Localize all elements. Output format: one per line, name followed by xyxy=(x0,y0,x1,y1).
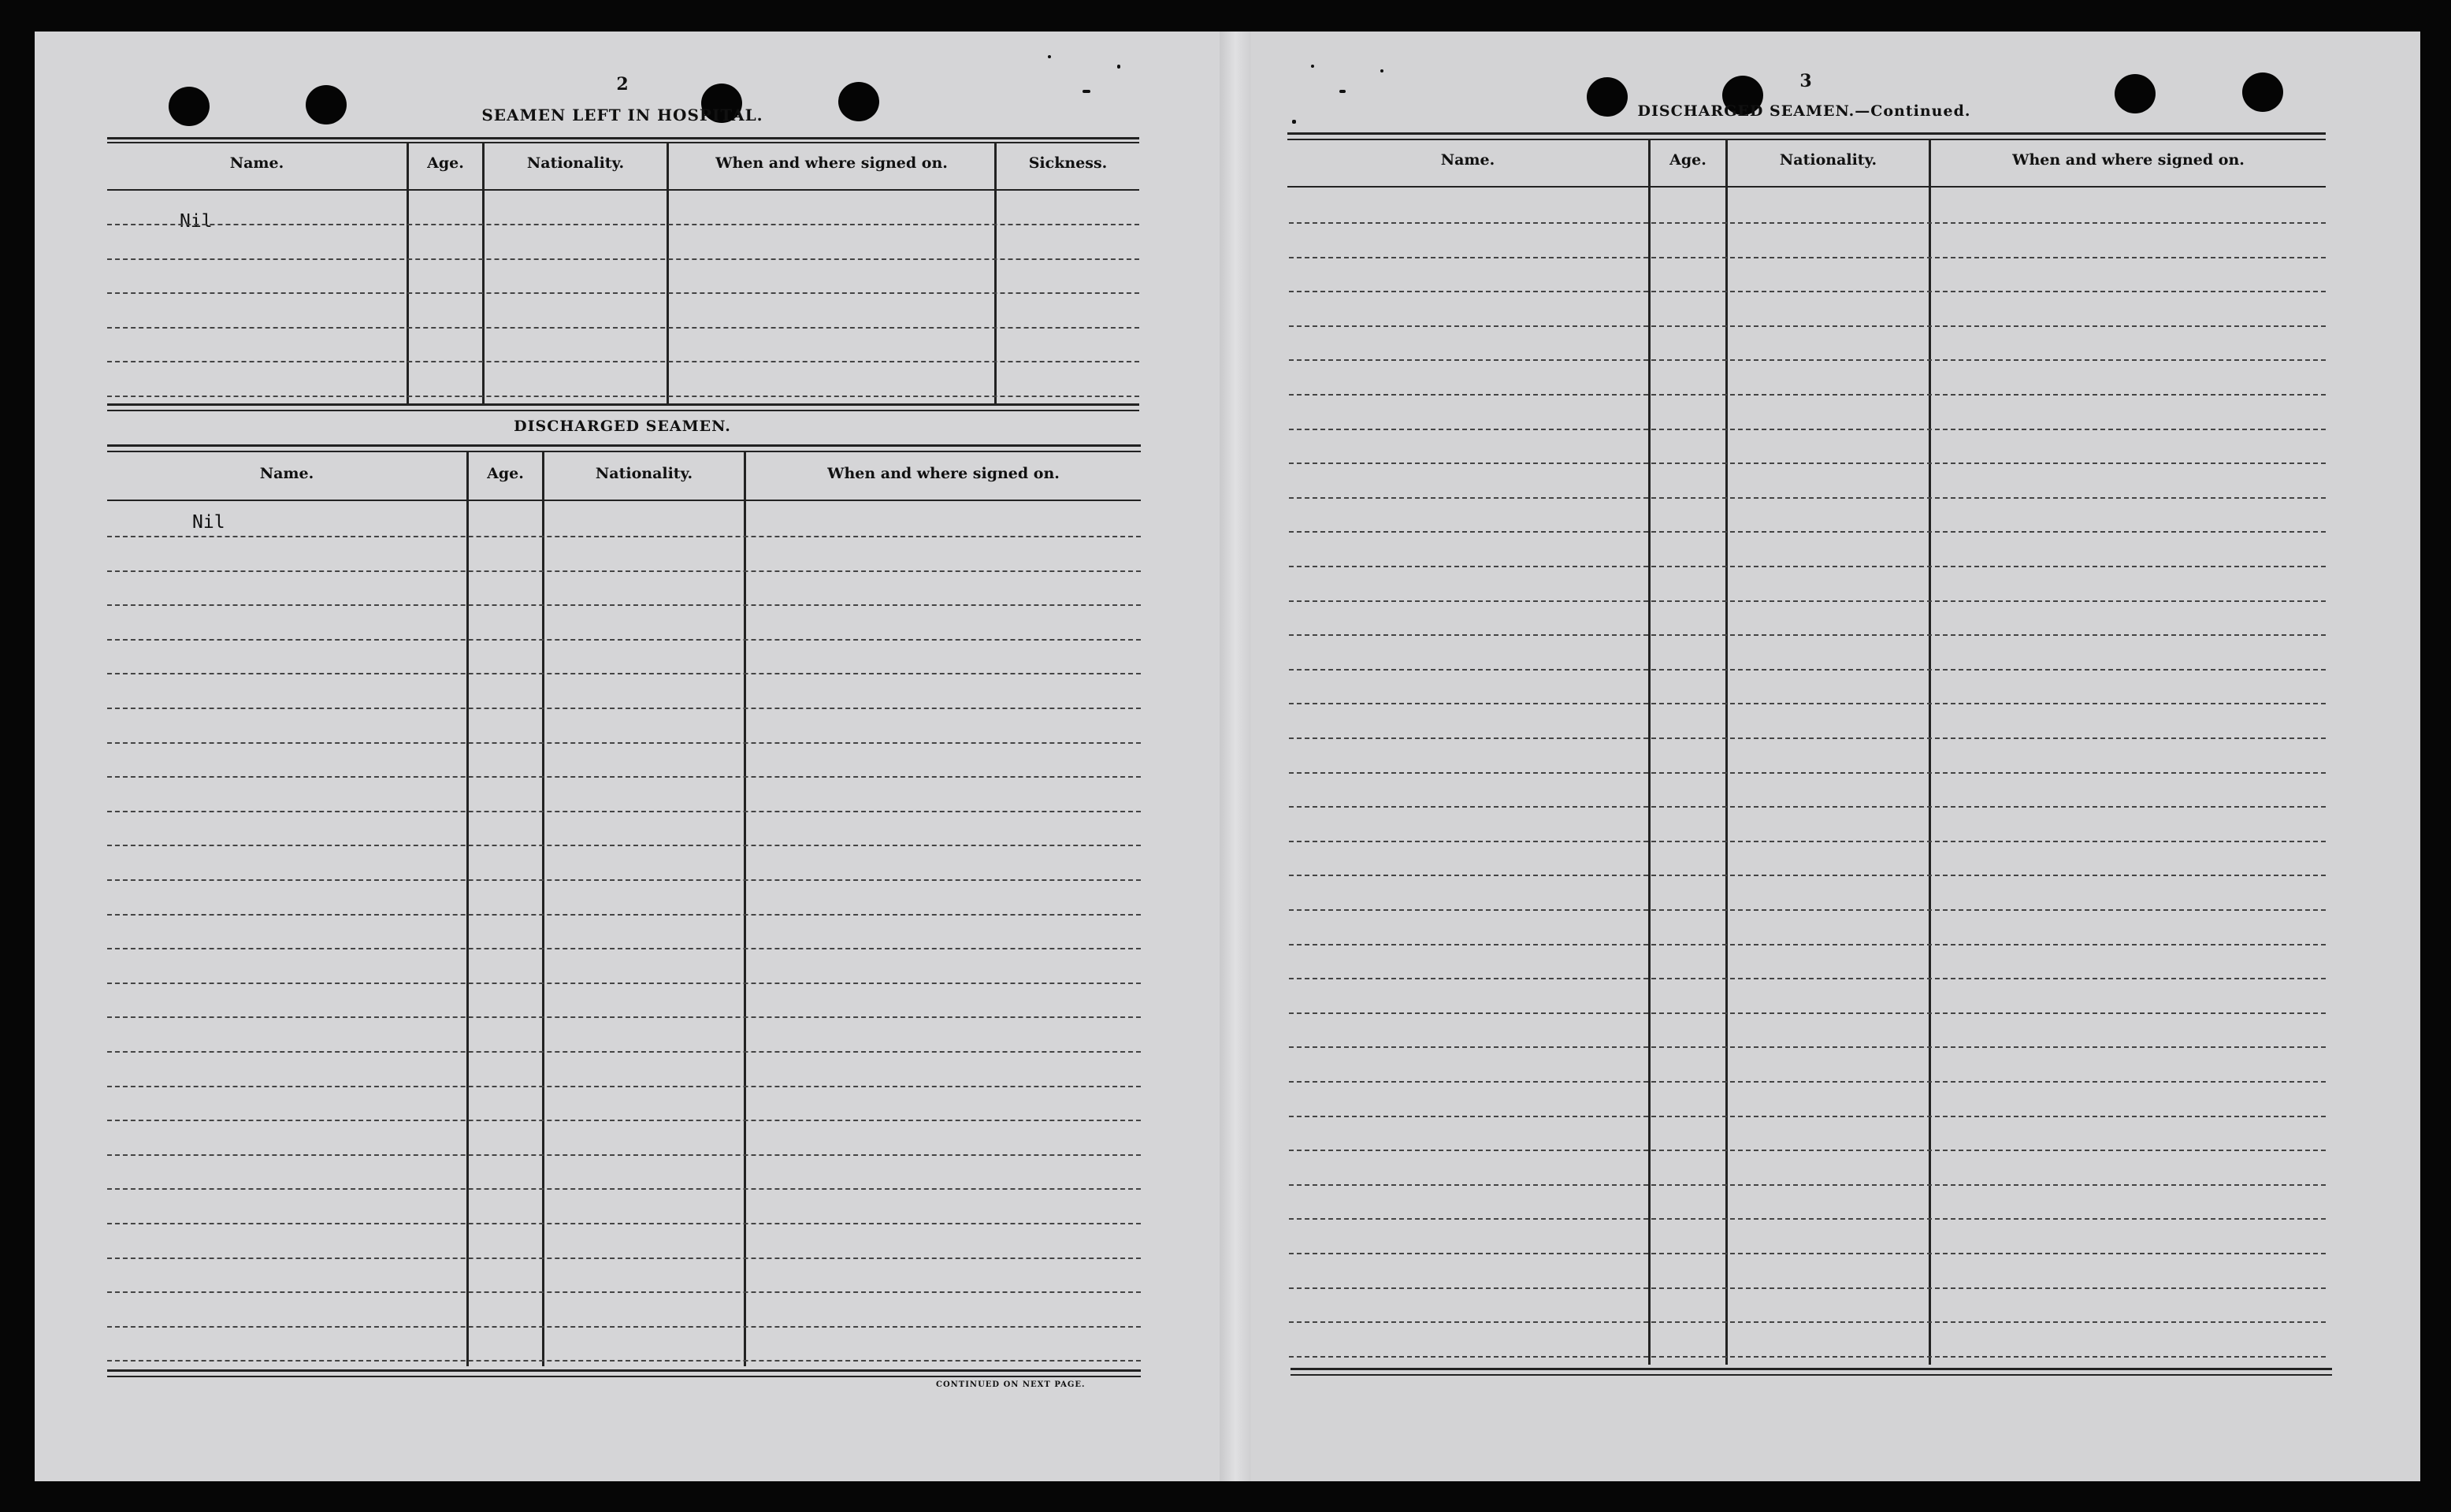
row-line xyxy=(1289,703,2326,704)
hospital-entry: Nil xyxy=(180,211,213,232)
row-line xyxy=(107,1291,1141,1293)
row-line xyxy=(107,811,1141,812)
column-divider xyxy=(466,452,469,1366)
column-header-name: Name. xyxy=(229,154,284,172)
row-line xyxy=(107,536,1141,537)
right-section-title: DISCHARGED SEAMEN.—Continued. xyxy=(1637,102,1971,120)
row-line xyxy=(1289,909,2326,911)
ink-speck xyxy=(1083,90,1090,93)
row-line xyxy=(107,1016,1141,1018)
punch-hole xyxy=(169,87,210,126)
punch-hole xyxy=(838,82,879,121)
ink-speck xyxy=(1292,120,1296,124)
column-header-sickness: Sickness. xyxy=(1028,154,1108,172)
row-line xyxy=(107,361,1139,362)
column-header-age: Age. xyxy=(487,465,524,482)
column-divider xyxy=(542,452,544,1366)
column-header-nationality: Nationality. xyxy=(595,465,693,482)
row-line xyxy=(1289,841,2326,842)
row-line xyxy=(107,673,1141,674)
column-divider xyxy=(1725,140,1728,1365)
column-divider xyxy=(667,143,669,403)
row-line xyxy=(1289,257,2326,258)
column-header-name: Name. xyxy=(259,465,314,482)
page-number: 3 xyxy=(1799,71,1812,91)
rule xyxy=(107,189,1139,191)
row-line xyxy=(107,1086,1141,1087)
row-line xyxy=(107,258,1139,260)
row-line xyxy=(1289,1287,2326,1289)
column-divider xyxy=(407,143,409,403)
row-line xyxy=(107,1120,1141,1121)
row-line xyxy=(1289,463,2326,464)
row-line xyxy=(1289,634,2326,636)
row-line xyxy=(107,708,1141,709)
ink-speck xyxy=(1380,69,1383,72)
row-line xyxy=(1289,1218,2326,1220)
row-line xyxy=(1289,772,2326,774)
rule xyxy=(107,142,1139,143)
row-line xyxy=(107,879,1141,881)
ink-speck xyxy=(1117,65,1120,69)
column-divider xyxy=(1648,140,1651,1365)
row-line xyxy=(107,1326,1141,1328)
row-line xyxy=(1289,531,2326,533)
column-header-signed-on: When and where signed on. xyxy=(827,465,1060,482)
row-line xyxy=(1289,359,2326,361)
page-gutter xyxy=(1220,32,1251,1481)
row-line xyxy=(1289,1253,2326,1254)
row-line xyxy=(107,1360,1141,1362)
row-line xyxy=(107,1051,1141,1053)
column-header-nationality: Nationality. xyxy=(526,154,625,172)
row-line xyxy=(107,948,1141,949)
rule xyxy=(107,403,1139,406)
row-line xyxy=(1289,497,2326,499)
left-page xyxy=(35,32,1240,1481)
row-line xyxy=(1289,291,2326,292)
row-line xyxy=(1289,806,2326,808)
row-line xyxy=(107,396,1139,397)
row-line xyxy=(1289,429,2326,430)
row-line xyxy=(1289,566,2326,567)
column-header-age: Age. xyxy=(1669,151,1706,169)
row-line xyxy=(1289,669,2326,671)
row-line xyxy=(1289,978,2326,979)
row-line xyxy=(107,327,1139,329)
column-divider xyxy=(1929,140,1931,1365)
ink-speck xyxy=(1048,55,1051,58)
row-line xyxy=(1289,1150,2326,1151)
column-divider xyxy=(994,143,997,403)
row-line xyxy=(1289,222,2326,224)
row-line xyxy=(107,224,1139,225)
punch-hole xyxy=(2115,74,2156,113)
ink-speck xyxy=(1339,90,1346,93)
column-header-name: Name. xyxy=(1440,151,1495,169)
ink-speck xyxy=(1311,65,1314,68)
rule xyxy=(1287,186,2326,188)
right-page xyxy=(1221,32,2420,1481)
rule xyxy=(107,410,1139,411)
row-line xyxy=(107,983,1141,984)
rule xyxy=(1287,132,2326,135)
row-line xyxy=(1289,600,2326,602)
rule xyxy=(107,137,1139,139)
rule xyxy=(1290,1368,2332,1370)
column-header-signed-on: When and where signed on. xyxy=(715,154,948,172)
rule xyxy=(107,1376,1141,1377)
punch-hole xyxy=(306,85,347,124)
column-divider xyxy=(744,452,746,1366)
discharged-entry: Nil xyxy=(192,512,225,533)
row-line xyxy=(1289,1012,2326,1014)
row-line xyxy=(107,639,1141,641)
column-divider xyxy=(482,143,485,403)
page-number: 2 xyxy=(616,74,629,95)
punch-hole xyxy=(2242,72,2283,112)
row-line xyxy=(107,570,1141,572)
column-header-age: Age. xyxy=(427,154,464,172)
row-line xyxy=(1289,1321,2326,1323)
rule xyxy=(107,1369,1141,1372)
rule xyxy=(1287,139,2326,140)
row-line xyxy=(107,1223,1141,1224)
column-header-signed-on: When and where signed on. xyxy=(2012,151,2245,169)
row-line xyxy=(1289,1116,2326,1117)
row-line xyxy=(107,742,1141,744)
row-line xyxy=(107,845,1141,846)
row-line xyxy=(107,1258,1141,1259)
row-line xyxy=(1289,394,2326,396)
row-line xyxy=(1289,1081,2326,1083)
row-line xyxy=(1289,737,2326,739)
row-line xyxy=(107,604,1141,606)
rule xyxy=(1290,1374,2332,1376)
row-line xyxy=(107,776,1141,778)
rule xyxy=(107,444,1141,447)
row-line xyxy=(107,914,1141,916)
row-line xyxy=(1289,1356,2326,1358)
discharged-section-title: DISCHARGED SEAMEN. xyxy=(514,418,731,435)
continued-note: CONTINUED ON NEXT PAGE. xyxy=(936,1380,1086,1389)
row-line xyxy=(107,292,1139,294)
row-line xyxy=(1289,325,2326,327)
column-header-nationality: Nationality. xyxy=(1779,151,1877,169)
rule xyxy=(107,500,1141,501)
row-line xyxy=(1289,1046,2326,1048)
row-line xyxy=(1289,875,2326,876)
row-line xyxy=(1289,944,2326,945)
row-line xyxy=(107,1154,1141,1156)
row-line xyxy=(1289,1184,2326,1186)
rule xyxy=(107,451,1141,452)
row-line xyxy=(107,1188,1141,1190)
hospital-section-title: SEAMEN LEFT IN HOSPITAL. xyxy=(481,106,763,124)
